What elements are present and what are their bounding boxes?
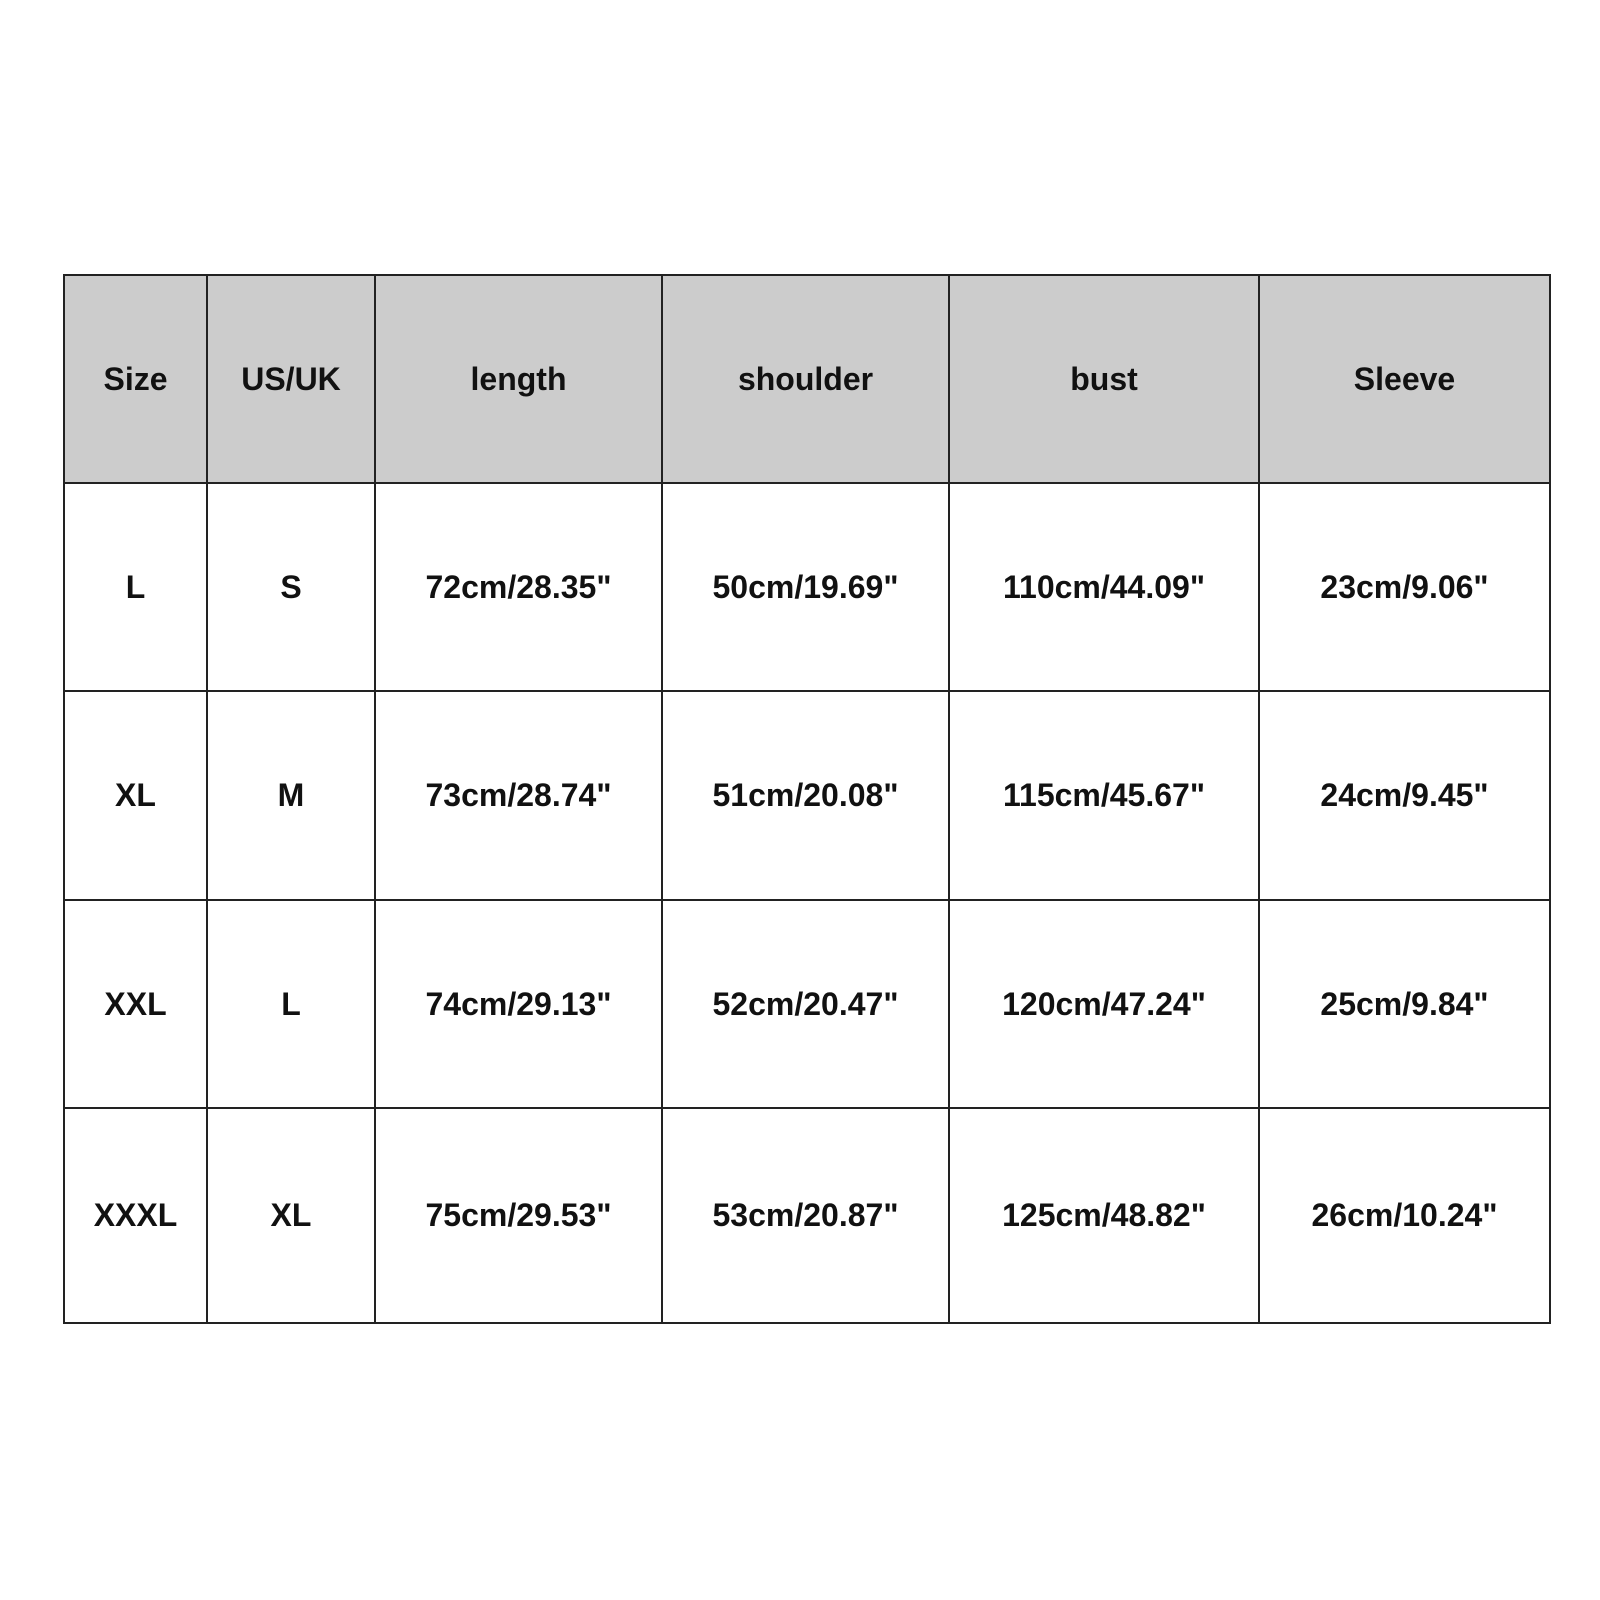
cell-bust: 115cm/45.67" (949, 691, 1259, 899)
cell-shoulder: 51cm/20.08" (662, 691, 949, 899)
cell-size: XL (64, 691, 207, 899)
cell-us-uk: XL (207, 1108, 375, 1323)
cell-bust: 125cm/48.82" (949, 1108, 1259, 1323)
table-body (64, 483, 1550, 1323)
table-row (64, 483, 1550, 691)
cell-length: 73cm/28.74" (375, 691, 662, 899)
header-size: Size (64, 275, 207, 483)
cell-us-uk: L (207, 900, 375, 1108)
table-row (64, 900, 1550, 1108)
cell-length: 74cm/29.13" (375, 900, 662, 1108)
cell-bust: 120cm/47.24" (949, 900, 1259, 1108)
cell-shoulder: 50cm/19.69" (662, 483, 949, 691)
header-shoulder: shoulder (662, 275, 949, 483)
header-length: length (375, 275, 662, 483)
cell-length: 72cm/28.35" (375, 483, 662, 691)
header-sleeve: Sleeve (1259, 275, 1550, 483)
cell-bust: 110cm/44.09" (949, 483, 1259, 691)
cell-sleeve: 25cm/9.84" (1259, 900, 1550, 1108)
cell-us-uk: S (207, 483, 375, 691)
size-chart-table (63, 274, 1551, 1324)
table-header (64, 275, 1550, 483)
table-row (64, 691, 1550, 899)
cell-size: L (64, 483, 207, 691)
cell-size: XXXL (64, 1108, 207, 1323)
cell-sleeve: 26cm/10.24" (1259, 1108, 1550, 1323)
header-row (64, 275, 1550, 483)
cell-us-uk: M (207, 691, 375, 899)
cell-shoulder: 53cm/20.87" (662, 1108, 949, 1323)
header-us-uk: US/UK (207, 275, 375, 483)
table-row (64, 1108, 1550, 1323)
cell-size: XXL (64, 900, 207, 1108)
header-bust: bust (949, 275, 1259, 483)
cell-length: 75cm/29.53" (375, 1108, 662, 1323)
cell-sleeve: 24cm/9.45" (1259, 691, 1550, 899)
cell-shoulder: 52cm/20.47" (662, 900, 949, 1108)
cell-sleeve: 23cm/9.06" (1259, 483, 1550, 691)
